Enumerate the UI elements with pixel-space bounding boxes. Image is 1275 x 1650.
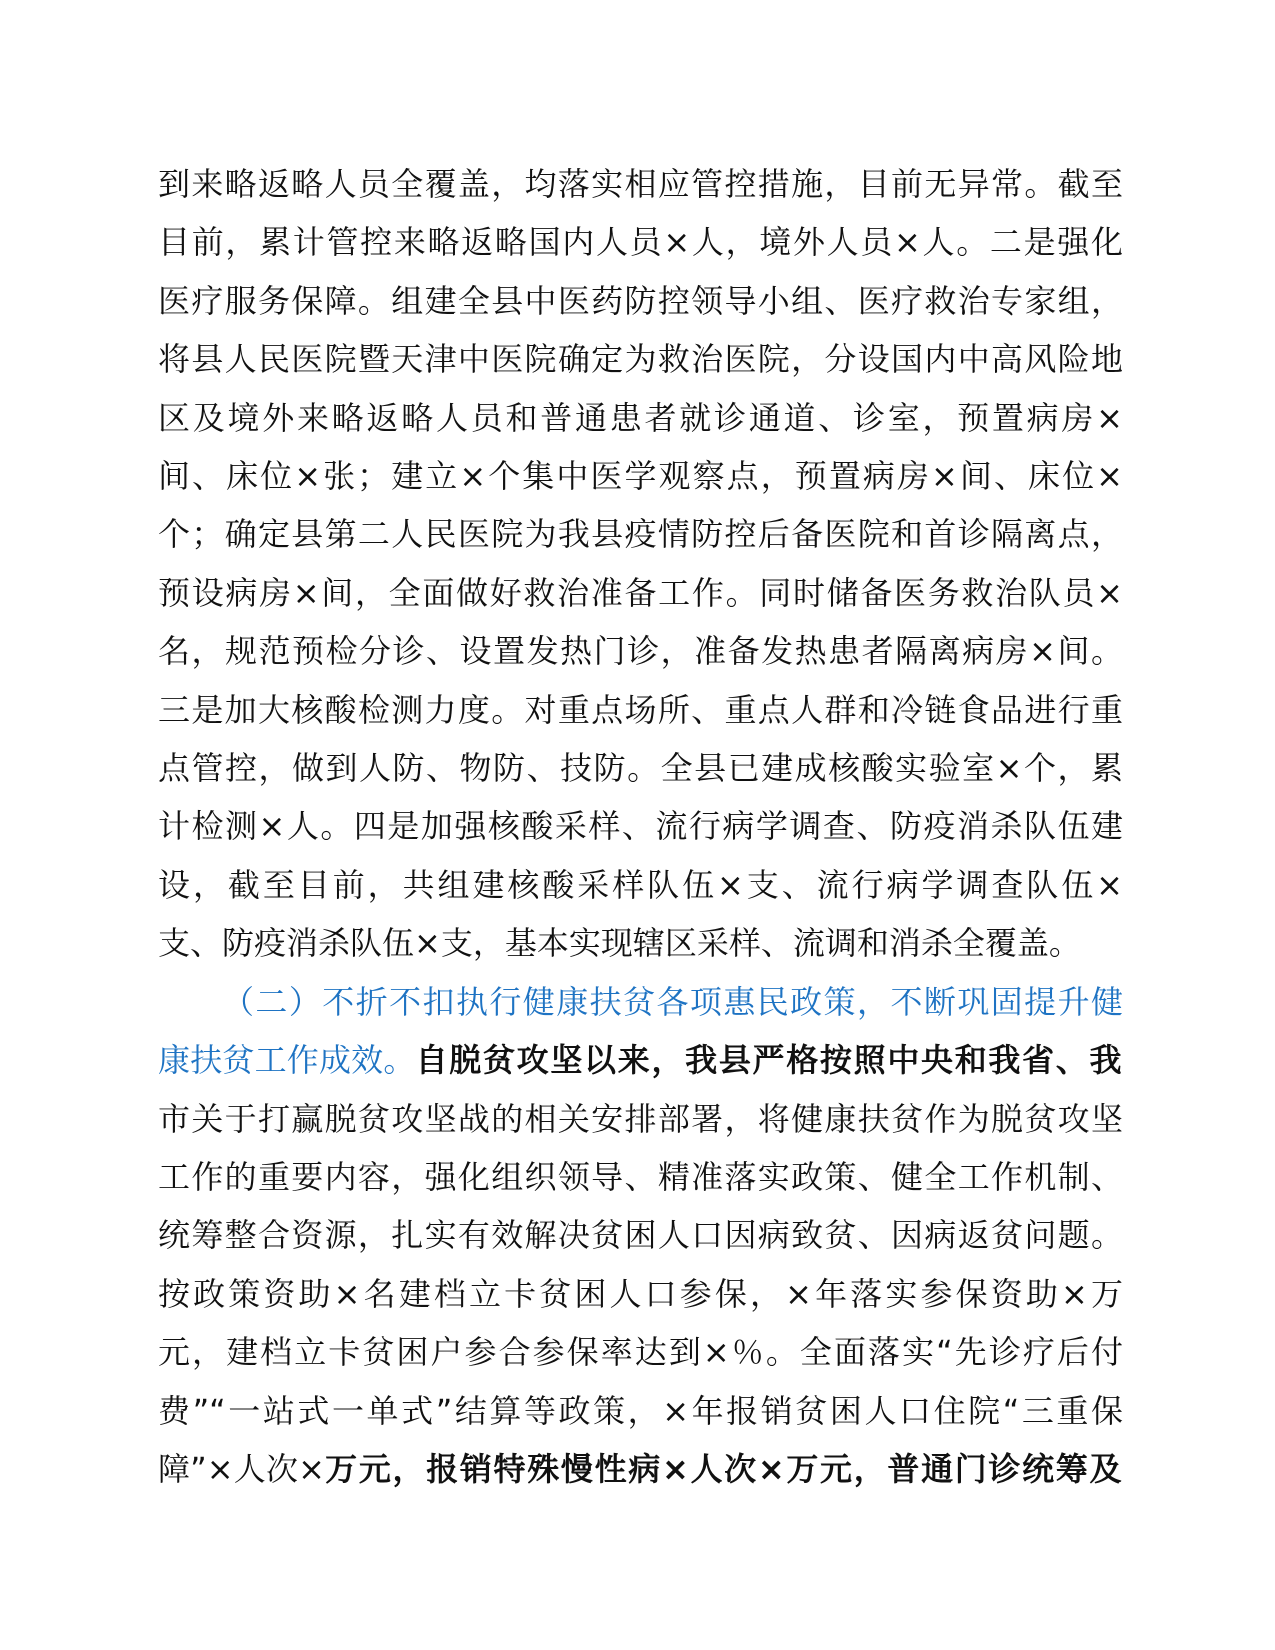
text-line: 目前，累计管控来略返略国内人员×人，境外人员×人。二是强化	[158, 223, 1123, 262]
text-line: 设，截至目前，共组建核酸采样队伍×支、流行病学调查队伍×	[158, 865, 1123, 904]
text-line: 到来略返略人员全覆盖，均落实相应管控措施，目前无异常。截至	[158, 165, 1123, 203]
bold-text: 自脱贫攻坚以来，我县严格按照中央和我省、我	[415, 1041, 1123, 1080]
bold-text: 万元，报销特殊慢性病×人次×万元，普通门诊统筹及	[324, 1449, 1123, 1488]
text-line: 个；确定县第二人民医院为我县疫情防控后备医院和首诊隔离点，	[158, 515, 1123, 554]
text-line: 市关于打赢脱贫攻坚战的相关安排部署，将健康扶贫作为脱贫攻坚	[158, 1099, 1123, 1138]
text-line: 间、床位×张；建立×个集中医学观察点，预置病房×间、床位×	[158, 457, 1123, 496]
text-line: 三是加大核酸检测力度。对重点场所、重点人群和冷链食品进行重	[158, 690, 1123, 729]
text-line	[158, 1031, 1123, 1089]
section-heading: （二）不折不扣执行健康扶贫各项惠民政策，不断巩固提升健	[222, 982, 1123, 1021]
text-line: 按政策资助×名建档立卡贫困人口参保，×年落实参保资助×万	[158, 1274, 1123, 1313]
paragraph-health-poverty-alleviation	[158, 973, 1123, 1499]
text-line: 预设病房×间，全面做好救治准备工作。同时储备医务救治队员×	[158, 573, 1123, 612]
text-line: 元，建档立卡贫困户参合参保率达到×％。全面落实“先诊疗后付	[158, 1333, 1123, 1372]
text-line: 名，规范预检分诊、设置发热门诊，准备发热患者隔离病房×间。	[158, 632, 1123, 671]
text-line: 将县人民医院暨天津中医院确定为救治医院，分设国内中高风险地	[158, 340, 1123, 379]
text-line: 费”“一站式一单式”结算等政策，×年报销贫困人口住院“三重保	[158, 1391, 1123, 1430]
text-line: 支、防疫消杀队伍×支，基本实现辖区采样、流调和消杀全覆盖。	[158, 924, 1081, 963]
text-line: 工作的重要内容，强化组织领导、精准落实政策、健全工作机制、	[158, 1157, 1123, 1196]
text-segment: 障”×人次×	[158, 1449, 325, 1488]
document-page	[158, 155, 1123, 1498]
paragraph-epidemic-control	[158, 155, 1123, 973]
text-line: 点管控，做到人防、物防、技防。全县已建成核酸实验室×个，累	[158, 749, 1123, 788]
text-line: 区及境外来略返略人员和普通患者就诊通道、诊室，预置病房×	[158, 398, 1123, 437]
text-line: 统筹整合资源，扎实有效解决贫困人口因病致贫、因病返贫问题。	[158, 1216, 1123, 1255]
section-heading-continued: 康扶贫工作成效。	[158, 1041, 416, 1080]
text-line: 计检测×人。四是加强核酸采样、流行病学调查、防疫消杀队伍建	[158, 807, 1123, 846]
text-line: 医疗服务保障。组建全县中医药防控领导小组、医疗救治专家组，	[158, 281, 1123, 320]
text-line	[158, 1440, 1123, 1498]
